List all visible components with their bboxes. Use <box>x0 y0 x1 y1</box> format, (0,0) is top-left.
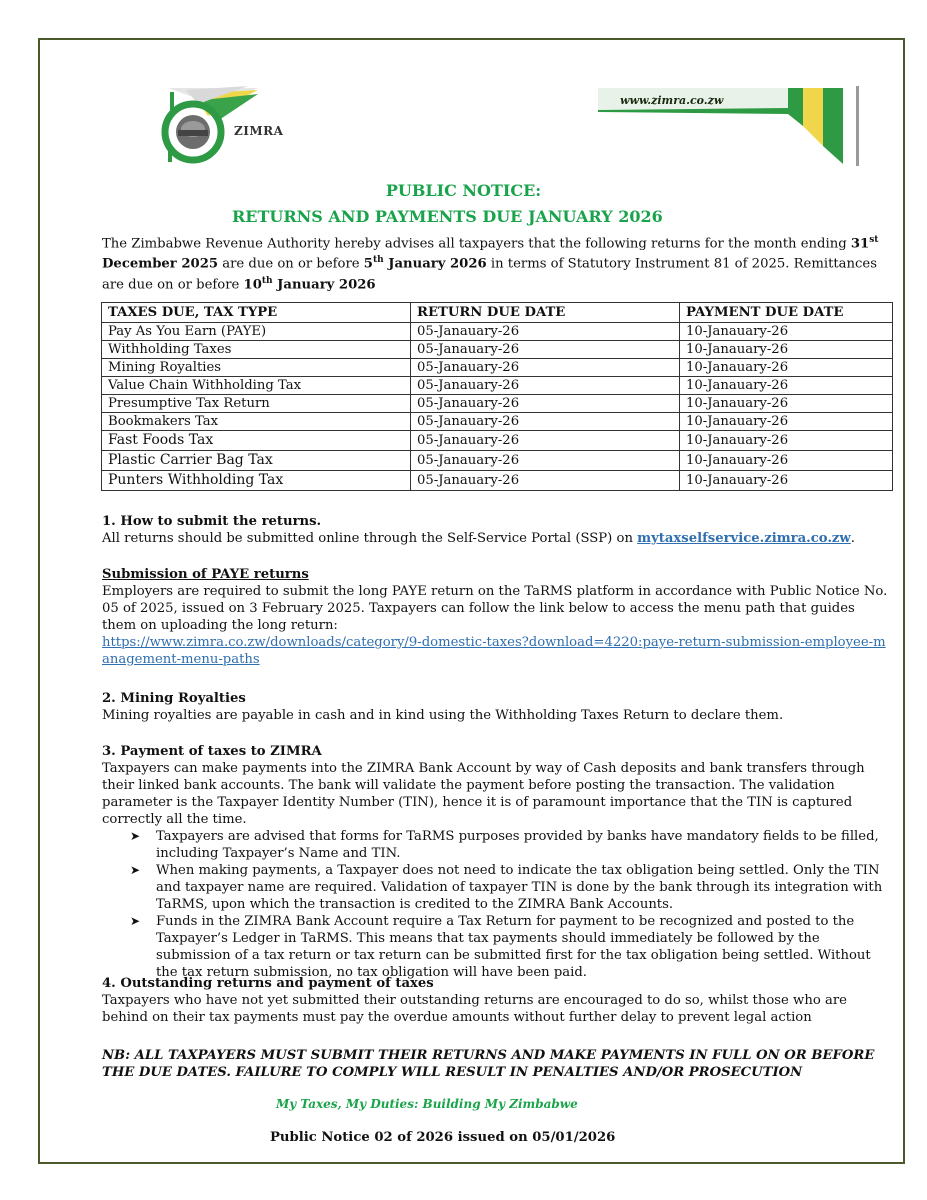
payment-due-date: 10-Janauary-26 <box>680 451 893 471</box>
section-submit-returns <box>102 513 892 547</box>
section-heading: 1. How to submit the returns. <box>102 514 322 529</box>
tax-type: Fast Foods Tax <box>102 431 411 451</box>
table-row <box>102 451 893 471</box>
section-outstanding-returns <box>102 975 892 1026</box>
tax-type: Withholding Taxes <box>102 341 411 359</box>
section-paye <box>102 566 892 668</box>
header-payment-due: PAYMENT DUE DATE <box>680 303 893 323</box>
payment-due-date: 10-Janauary-26 <box>680 413 893 431</box>
arrow-bullet-icon: ➤ <box>130 914 141 928</box>
return-due-date: 05-Janauary-26 <box>411 341 680 359</box>
zimra-emblem-icon <box>98 86 328 164</box>
tax-type: Plastic Carrier Bag Tax <box>102 451 411 471</box>
payment-due-date: 10-Janauary-26 <box>680 341 893 359</box>
section-heading: 3. Payment of taxes to ZIMRA <box>102 744 322 759</box>
tax-type: Bookmakers Tax <box>102 413 411 431</box>
intro-paragraph: The Zimbabwe Revenue Authority hereby advises all taxpayers that the following returns for the month ending 31st December 2025 are due on or before 5th January 2026 in terms of Statutory Instrument 81 of 2025. Remittances are due on or before 10th January 2026 <box>102 235 879 293</box>
section-heading: 4. Outstanding returns and payment of taxes <box>102 976 434 991</box>
list-item: ➤ Funds in the ZIMRA Bank Account require a Tax Return for payment to be recognized and posted to the Taxpayer’s Ledger in TaRMS. This means that tax payments should immediately be followed by the submission of a tax return or tax return can be submitted first for the tax obligation being settled. Without the tax return submission, no tax obligation will have been paid. <box>130 914 871 980</box>
notice-title: PUBLIC NOTICE: <box>385 181 542 200</box>
tax-type: Pay As You Earn (PAYE) <box>102 323 411 341</box>
header-return-due: RETURN DUE DATE <box>411 303 680 323</box>
return-due-date: 05-Janauary-26 <box>411 451 680 471</box>
table-row <box>102 471 893 491</box>
section-body: Taxpayers who have not yet submitted their outstanding returns are encouraged to do so, whilst those who are behind on their tax payments must pay the overdue amounts without further delay to prevent legal action <box>102 993 847 1025</box>
table-row <box>102 413 893 431</box>
table-row <box>102 377 893 395</box>
section-heading: Submission of PAYE returns <box>102 567 309 582</box>
header-tax-type: TAXES DUE, TAX TYPE <box>102 303 411 323</box>
tax-type: Value Chain Withholding Tax <box>102 377 411 395</box>
return-due-date: 05-Janauary-26 <box>411 413 680 431</box>
payment-due-date: 10-Janauary-26 <box>680 395 893 413</box>
section-body: Employers are required to submit the long PAYE return on the TaRMS platform in accordance with Public Notice No. 05 of 2025, issued on 3 February 2025. Taxpayers can follow the link below to access the menu path that guides them on uploading the long return: <box>102 584 888 633</box>
payment-bullets <box>102 828 892 981</box>
arrow-bullet-icon: ➤ <box>130 863 141 877</box>
website-banner <box>598 86 868 166</box>
nb-warning: NB: ALL TAXPAYERS MUST SUBMIT THEIR RETURNS AND MAKE PAYMENTS IN FULL ON OR BEFORE THE DUE DATES. FAILURE TO COMPLY WILL RESULT IN PENALTIES AND/OR PROSECUTION <box>102 1048 875 1080</box>
due-dates-table <box>101 302 893 491</box>
payment-due-date: 10-Janauary-26 <box>680 359 893 377</box>
payment-due-date: 10-Janauary-26 <box>680 323 893 341</box>
notice-subtitle: RETURNS AND PAYMENTS DUE JANUARY 2026 <box>232 207 663 226</box>
table-row <box>102 395 893 413</box>
payment-due-date: 10-Janauary-26 <box>680 377 893 395</box>
section-mining-royalties <box>102 690 892 724</box>
return-due-date: 05-Janauary-26 <box>411 431 680 451</box>
return-due-date: 05-Janauary-26 <box>411 359 680 377</box>
payment-due-date: 10-Janauary-26 <box>680 431 893 451</box>
return-due-date: 05-Janauary-26 <box>411 395 680 413</box>
section-body: All returns should be submitted online through the Self-Service Portal (SSP) on mytaxselfservice.zimra.co.zw. <box>102 531 855 546</box>
section-heading: 2. Mining Royalties <box>102 691 246 706</box>
logo-wordmark: ZIMRA <box>234 124 284 138</box>
payment-due-date: 10-Janauary-26 <box>680 471 893 491</box>
table-row <box>102 323 893 341</box>
slogan: My Taxes, My Duties: Building My Zimbabwe <box>276 1097 578 1111</box>
paye-guide-link[interactable]: https://www.zimra.co.zw/downloads/category/9-domestic-taxes?download=4220:paye-return-submission-employee-management-menu-paths <box>102 635 886 667</box>
return-due-date: 05-Janauary-26 <box>411 377 680 395</box>
tax-type: Presumptive Tax Return <box>102 395 411 413</box>
section-body: Mining royalties are payable in cash and in kind using the Withholding Taxes Return to declare them. <box>102 708 784 723</box>
ssp-link[interactable]: mytaxselfservice.zimra.co.zw <box>637 531 851 546</box>
table-row <box>102 431 893 451</box>
table-row <box>102 359 893 377</box>
tax-type: Punters Withholding Tax <box>102 471 411 491</box>
arrow-bullet-icon: ➤ <box>130 829 141 843</box>
section-payment-of-taxes <box>102 743 892 981</box>
public-notice-reference: Public Notice 02 of 2026 issued on 05/01/2026 <box>270 1130 616 1145</box>
table-row <box>102 341 893 359</box>
list-item: ➤ When making payments, a Taxpayer does not need to indicate the tax obligation being settled. Only the TIN and taxpayer name are required. Validation of taxpayer TIN is done by the bank through its integration with TaRMS, upon which the transaction is credited to the ZIMRA Bank Accounts. <box>130 863 883 912</box>
zimra-logo <box>98 86 328 164</box>
table-header-row <box>102 303 893 323</box>
section-body: Taxpayers can make payments into the ZIMRA Bank Account by way of Cash deposits and bank transfers through their linked bank accounts. The bank will validate the payment before posting the transaction. The validation parameter is the Taxpayer Identity Number (TIN), hence it is of paramount importance that the TIN is captured correctly all the time. <box>102 761 865 827</box>
tax-type: Mining Royalties <box>102 359 411 377</box>
return-due-date: 05-Janauary-26 <box>411 471 680 491</box>
return-due-date: 05-Janauary-26 <box>411 323 680 341</box>
website-url[interactable]: www.zimra.co.zw <box>620 94 724 107</box>
list-item: ➤ Taxpayers are advised that forms for TaRMS purposes provided by banks have mandatory fields to be filled, including Taxpayer’s Name and TIN. <box>130 829 879 861</box>
